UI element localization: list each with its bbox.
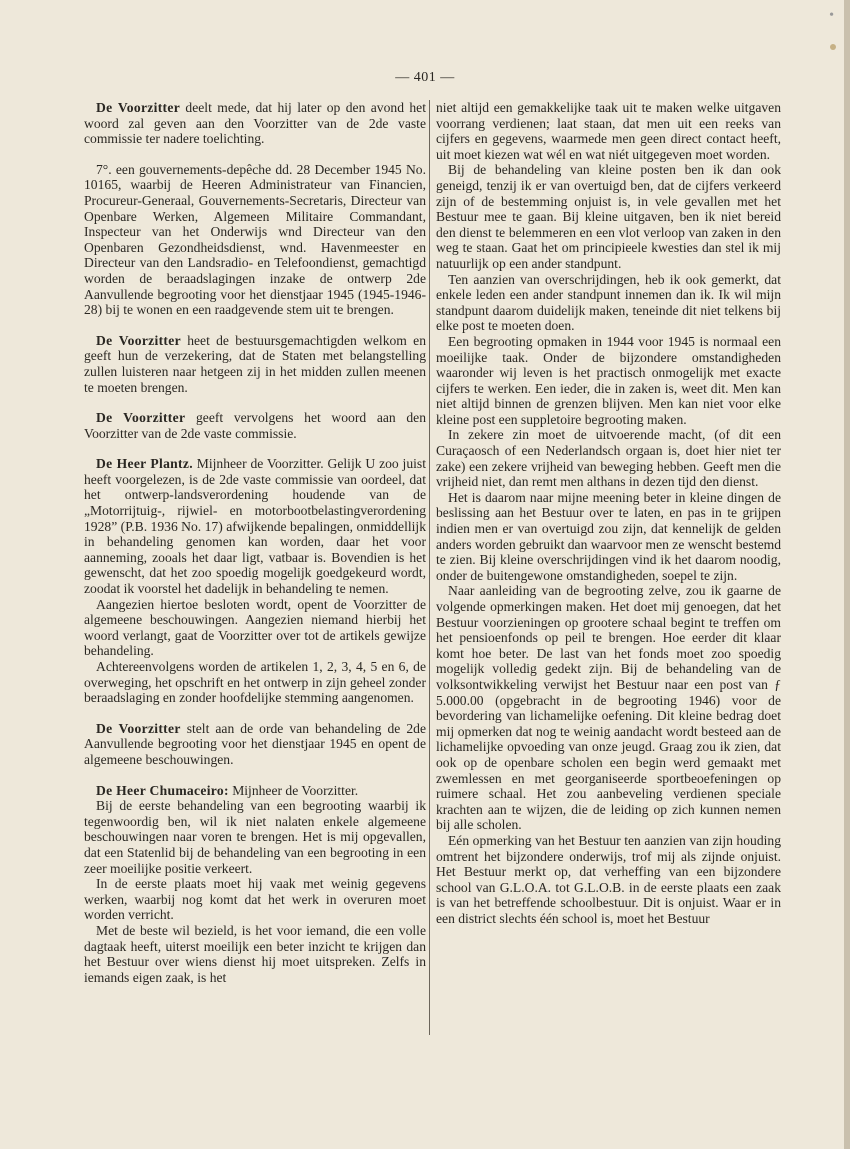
paragraph [84,721,426,768]
paragraph [84,162,426,318]
paragraph-text: Eén opmerking van het Bestuur ten aanzien van zijn houding omtrent het bijzondere onderwijs, trof mij als zijnde onjuist. Het Bestuur merkt op, dat verheffing van een bijzondere school van G.L.O.A. tot G.L.O.B. in de eerste plaats een zaak is van het betreffende schoolbestuur. Dit is onjuist. Waar er in een district slechts één school is, moet het Bestuur [436,832,781,926]
paragraph [436,100,781,162]
paragraph-text: In zekere zin moet de uitvoerende macht, (of dit een Curaçaosch of een Nederlandsch orgaan is, doet hier niet ter zake) een zekere vrijheid van beweging hebben. Geeft men die vrijheid niet, dan remt men althans in dezen tijd den dienst. [436,427,781,490]
speaker-name: De Heer Plantz. [96,456,193,472]
paragraph-text: Ten aanzien van overschrijdingen, heb ik ook gemerkt, dat enkele leden een ander standpunt innemen dan ik. Ik wil mijn standpunt daarom duidelijk maken, teneinde dit niet telkens bij elke post te moeten doen. [436,271,781,334]
paragraph [84,100,426,147]
paragraph [84,783,426,799]
paragraph-text: stelt aan de orde van behandeling de 2de Aanvullende begrooting voor het dienstjaar 1945 en opent de algemeene beschouwingen. [84,720,426,767]
paragraph [436,490,781,584]
paragraph [84,923,426,985]
paragraph-text: Met de beste wil bezield, is het voor iemand, die een volle dagtaak heeft, uiterst moeilijk een beter inzicht te krijgen dan het Bestuur over wiens dienst hij moet uitspreken. Zelfs in iemands eigen zaak, is het [84,922,426,985]
paragraph-text: Aangezien hiertoe besloten wordt, opent de Voorzitter de algemeene beschouwingen. Aangezien niemand hierbij het woord verlangt, gaat de Voorzitter over tot de artikels gewijze behandeling. [84,596,426,659]
paragraph-text: 7°. een gouvernements-depêche dd. 28 December 1945 No. 10165, waarbij de Heeren Administrateur van Financien, Procureur-Generaal, Gouvernements-Secretaris, Directeur van Openbare Werken, Algemeen Militaire Commandant, Inspecteur van het Onderwijs wnd Directeur van den Openbaren Gezondheidsdienst, wnd. Havenmeester en Directeur van den Landsradio- en Telefoondienst, gemachtigd worden de beraadslagingen inzake de ontwerp 2de Aanvullende begrooting voor het dienstjaar 1945 (1945-1946-28) bij te wonen en een raadgevende stem uit te brengen. [84,161,426,318]
paragraph-text: niet altijd een gemakkelijke taak uit te maken welke uitgaven voorrang verdienen; laat staan, dat men uit een reeks van cijfers en gegevens, waarmede men geen direct contact heeft, uit moet kiezen wat wél en wat niét uitgegeven moet worden. [436,100,781,162]
paragraph [84,659,426,706]
paragraph [436,162,781,271]
left-column [84,100,426,985]
paragraph [436,334,781,428]
corner-mark: • [829,8,834,23]
paragraph-text: Achtereenvolgens worden de artikelen 1, 2, 3, 4, 5 en 6, de overweging, het opschrift en het ontwerp in zijn geheel zonder beraadslaging en zonder hoofdelijke stemming aangenomen. [84,659,426,706]
paragraph [84,798,426,876]
speaker-name: De Voorzitter [96,720,181,736]
page-number: — 401 — [395,70,455,85]
paragraph [84,876,426,923]
binding-mark [830,44,836,50]
paragraph-text: deelt mede, dat hij later op den avond het woord zal geven aan den Voorzitter van de 2de vaste commissie ter nadere toelichting. [84,100,426,147]
speaker-name: De Voorzitter [96,332,181,348]
paragraph-text: Het is daarom naar mijne meening beter in kleine dingen de beslissing aan het Bestuur over te laten, en pas in te grijpen indien men er van overtuigd zou zijn, dat kennelijk de gelden anders worden gebruikt dan waarvoor men ze wenscht bestemd te zien. Bij kleine overschrijdingen vind ik het daarom noodig, onder de buitengewone omstandigheden, soepel te zijn. [436,489,782,583]
paragraph [436,427,781,489]
paragraph-text: geeft vervolgens het woord aan den Voorzitter van de 2de vaste commissie. [84,410,426,441]
paragraph-text: Bij de behandeling van kleine posten ben ik dan ook geneigd, tenzij ik er van overtuigd ben, dat de cijfers verkeerd zijn of de bestemming onjuist is, in vele gevallen met het Bestuur mee te gaan. Bij kleine uitgaven, ben ik niet bereid den dienst te belemmeren en een vlot verloop van zaken in den weg te staan. Gaat het om principieele kwesties dan stel ik mij natuurlijk op een ander standpunt. [436,162,781,271]
paragraph-text: Bij de eerste behandeling van een begrooting waarbij ik tegenwoordig ben, wil ik niet nalaten enkele algemeene beschouwingen naar voren te brengen. Het is mij opgevallen, dat een Statenlid bij de behandeling van een begrooting in een zeer moeilijke positie verkeert. [84,798,426,876]
paragraph-text: Mijnheer de Voorzitter. Gelijk U zoo juist heeft voorgelezen, is de 2de vaste commissie van oordeel, dat het ontwerp-landsverordening houdende van de „Motorrijtuig-, rijwiel- en motorbootbelastingverordening 1928” (P.B. 1936 No. 17) afwijkende bepalingen, onmiddellijk in behandeling genomen kan worden, daar het voor aanneming, zooals het daar ligt, vatbaar is. Bovendien is het gewenscht, dat het zoo spoedig mogelijk goedgekeurd wordt, zoodat ik voorstel het dadelijk in behandeling te nemen. [84,456,426,597]
right-column [436,100,781,926]
speaker-name: De Heer Chumaceiro: [96,782,229,798]
column-divider [429,100,430,1035]
paragraph [84,597,426,659]
paragraph-text: In de eerste plaats moet hij vaak met weinig gegevens werken, waarbij nog komt dat het werk in overuren moet worden verricht. [84,876,426,923]
paragraph [436,833,781,927]
paragraph-text: Mijnheer de Voorzitter. [228,782,359,798]
paragraph [436,272,781,334]
paragraph [84,410,426,441]
paragraph-text: Naar aanleiding van de begrooting zelve, zou ik gaarne de volgende opmerkingen maken. Het doet mij genoegen, dat het Bestuur voorzieningen op grootere schaal begint te treffen om het pensioenfonds op peil te brengen. Hoe eerder dit klaar komt hoe beter. De last van het fonds moet zoo spoedig mogelijk volledig gedekt zijn. Bij de behandeling van de volksontwikkeling verwijst het Bestuur naar een post van ƒ 5.000.00 (opgebracht in de begrooting 1946) voor de bevordering van lichamelijke oefening. Dit kleine bedrag doet mij opmerken dat nog te weinig aandacht wordt besteed aan de lichamelijke opvoeding van onze jeugd. Graag zou ik zien, dat ook op de openbare scholen een begin werd gemaakt met zwemlessen en met georganiseerde sportbeoefeningen op ruimere schaal. Het zou aanbeveling verdienen speciale krachten aan te wijzen, die de leiding op zich kunnen nemen bij alle scholen. [436,583,781,833]
speaker-name: De Voorzitter [96,410,186,426]
paragraph [436,583,781,833]
paragraph-text: Een begrooting opmaken in 1944 voor 1945 is normaal een moeilijke taak. Onder de bijzondere omstandigheden waaronder wij leven is het practisch onmogelijk met exacte cijfers te werken. Een ieder, die in zaken is, weet dit. Men kan niet altijd binnen de grenzen blijven. Men kan niet voor elke kleine post een suppletoire begrooting maken. [436,333,781,427]
speaker-name: De Voorzitter [96,100,181,115]
paragraph [84,333,426,395]
paragraph [84,456,426,596]
paragraph-text: heet de bestuursgemachtigden welkom en geeft hun de verzekering, dat de Staten met belangstelling zullen luisteren naar hetgeen zij in het midden zullen meenen te moeten brengen. [84,332,426,395]
